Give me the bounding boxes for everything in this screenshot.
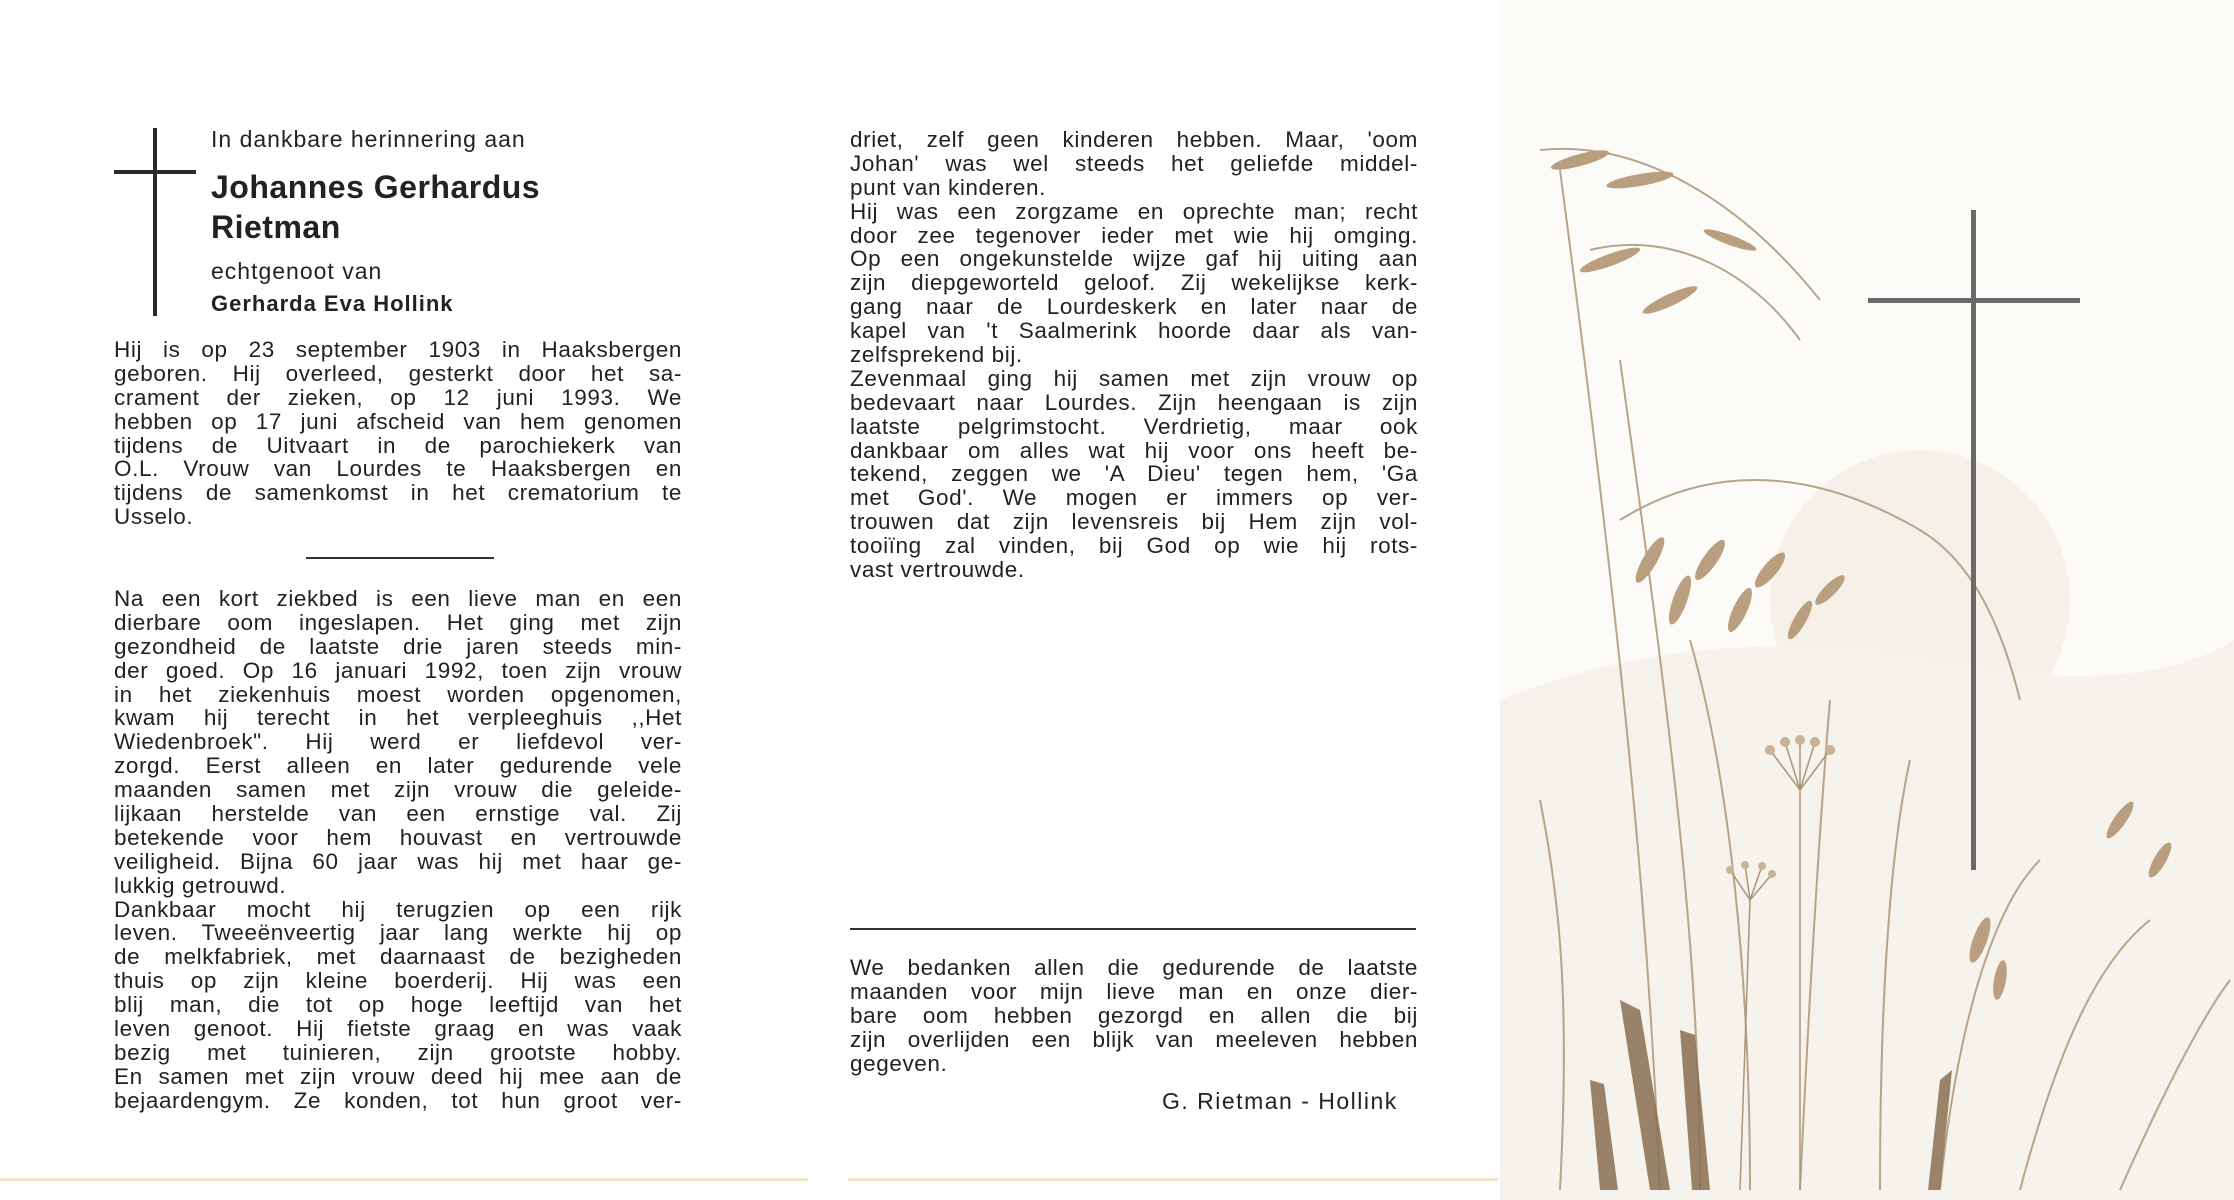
text-line: tooiïng zal vinden, bij God op wie hij rots-	[850, 533, 1418, 559]
text-line: gezondheid de laatste drie jaren steeds min-	[114, 633, 682, 659]
text-line: maanden samen met zijn vrouw die geleide-	[114, 777, 682, 803]
text-line: kwam hij terecht in het verpleeghuis ,,Het	[114, 705, 682, 731]
text-line: driet, zelf geen kinderen hebben. Maar, 'oom	[850, 127, 1418, 152]
text-line: Hij is op 23 september 1903 in Haaksbergen	[114, 337, 682, 362]
text-line: tijdens de samenkomst in het crematorium te	[114, 480, 682, 506]
text-line: gegeven.	[850, 1050, 948, 1076]
text-line: Dankbaar mocht hij terugzien op een rijk	[114, 896, 682, 922]
text-line: betekende voor hem houvast en vertrouwde	[114, 824, 682, 850]
text-line: Johan' was wel steeds het geliefde middel-	[850, 150, 1418, 176]
text-line: Wiedenbroek". Hij werd er liefdevol ver-	[114, 729, 682, 755]
card-illustration-panel	[1500, 0, 2234, 1200]
spouse-intro: echtgenoot van	[211, 258, 383, 284]
paper-edge	[848, 1178, 1498, 1181]
spouse-name: Gerharda Eva Hollink	[211, 291, 454, 316]
text-line: geboren. Hij overleed, gesterkt door het sa-	[114, 360, 682, 386]
text-line: door zee tegenover ieder met wie hij omging.	[850, 222, 1418, 248]
text-line: bejaardengym. Ze konden, tot hun groot ver-	[114, 1087, 682, 1113]
text-line: dierbare oom ingeslapen. Het ging met zijn	[114, 609, 682, 635]
life-story-right	[850, 128, 1418, 582]
section-divider	[306, 557, 494, 559]
text-line: lukkig getrouwd.	[114, 872, 287, 898]
text-line: blij man, die tot op hoge leeftijd van het	[114, 992, 682, 1018]
text-line: bedevaart naar Lourdes. Zijn heengaan is zijn	[850, 389, 1418, 415]
text-line: leven. Tweeënveertig jaar lang werkte hij op	[114, 920, 682, 946]
deceased-name-line1: Johannes Gerhardus	[211, 169, 541, 205]
text-line: zorgd. Eerst alleen en later gedurende vele	[114, 753, 682, 779]
paper-edge	[0, 1178, 848, 1181]
deceased-name	[211, 167, 540, 247]
large-cross-icon-bar	[1868, 298, 2080, 303]
text-line: bare oom hebben gezorgd en allen die bij	[850, 1002, 1418, 1028]
text-line: We bedanken allen die gedurende de laatste	[850, 955, 1418, 980]
text-line: zelfsprekend bij.	[850, 342, 1023, 368]
signature: G. Rietman - Hollink	[1162, 1088, 1398, 1114]
text-line: leven genoot. Hij fietste graag en was vaak	[114, 1016, 682, 1042]
text-line: Na een kort ziekbed is een lieve man en een	[114, 586, 682, 611]
text-line: vast vertrouwde.	[850, 557, 1025, 583]
text-line: met God'. We mogen er immers op ver-	[850, 485, 1418, 511]
text-line: Usselo.	[114, 504, 194, 530]
text-line: bezig met tuinieren, zijn grootste hobby.	[114, 1039, 682, 1065]
text-line: gang naar de Lourdeskerk en later naar de	[850, 294, 1418, 320]
text-line: laatste pelgrimstocht. Verdrietig, maar ook	[850, 413, 1418, 439]
cross-icon-bar	[114, 170, 196, 174]
text-line: dankbaar om alles wat hij voor ons heeft be-	[850, 437, 1418, 463]
birth-paragraph	[114, 338, 682, 529]
text-line: der goed. Op 16 januari 1992, toen zijn vrouw	[114, 657, 682, 683]
text-line: kapel van 't Saalmerink hoorde daar als van-	[850, 318, 1418, 344]
large-cross-icon	[1971, 210, 1976, 870]
text-line: de melkfabriek, met daarnaast de bezigheden	[114, 944, 682, 970]
text-line: Zevenmaal ging hij samen met zijn vrouw op	[850, 365, 1418, 391]
section-divider	[850, 928, 1416, 930]
text-line: tijdens de Uitvaart in de parochiekerk van	[114, 432, 682, 458]
intro-text: In dankbare herinnering aan	[211, 126, 526, 152]
text-line: crament der zieken, op 12 juni 1993. We	[114, 384, 682, 410]
text-line: Op een ongekunstelde wijze gaf hij uiting aan	[850, 246, 1418, 272]
text-line: trouwen dat zijn levensreis bij Hem zijn vol-	[850, 509, 1418, 535]
text-line: O.L. Vrouw van Lourdes te Haaksbergen en	[114, 456, 682, 482]
text-line: Hij was een zorgzame en oprechte man; recht	[850, 198, 1418, 224]
deceased-name-line2: Rietman	[211, 209, 341, 245]
text-line: punt van kinderen.	[850, 174, 1046, 200]
thanks-paragraph	[850, 956, 1418, 1075]
text-line: in het ziekenhuis moest worden opgenomen,	[114, 681, 682, 707]
text-line: zijn diepgeworteld geloof. Zij wekelijkse kerk-	[850, 270, 1418, 296]
grass-painting-illustration	[1500, 0, 2234, 1200]
text-line: lijkaan herstelde van een ernstige val. Zij	[114, 801, 682, 827]
text-line: thuis op zijn kleine boerderij. Hij was een	[114, 968, 682, 994]
cross-icon	[153, 128, 157, 316]
life-story-left	[114, 587, 682, 1113]
text-line: En samen met zijn vrouw deed hij mee aan de	[114, 1063, 682, 1089]
text-line: maanden voor mijn lieve man en onze dier-	[850, 978, 1418, 1004]
text-line: veiligheid. Bijna 60 jaar was hij met haar ge-	[114, 848, 682, 874]
text-line: tekend, zeggen we 'A Dieu' tegen hem, 'Ga	[850, 461, 1418, 487]
text-line: zijn overlijden een blijk van meeleven hebben	[850, 1026, 1418, 1052]
text-line: hebben op 17 juni afscheid van hem genomen	[114, 408, 682, 434]
